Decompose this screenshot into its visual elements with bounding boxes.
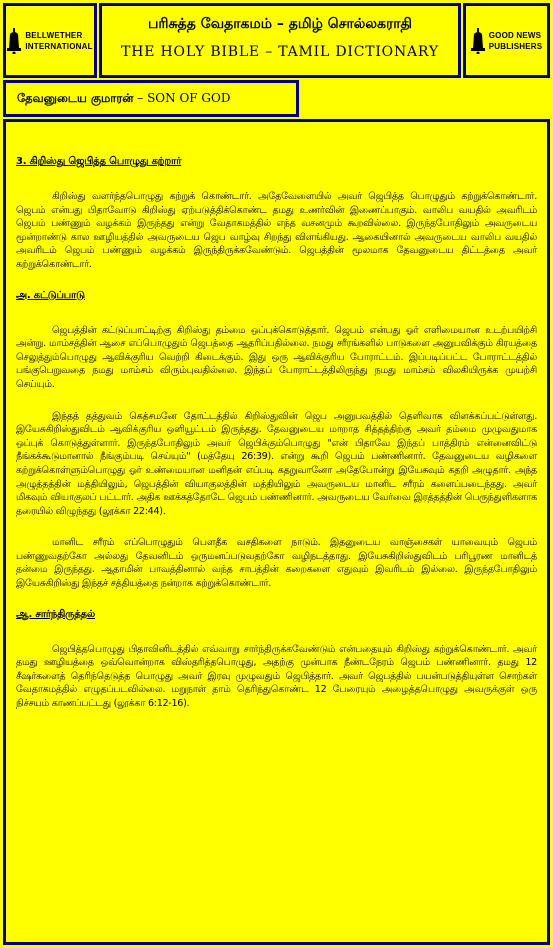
bell-icon (471, 28, 485, 54)
section-heading: ஆ. சார்ந்திருத்தல் (16, 608, 95, 620)
subject-box (3, 80, 299, 117)
left-logo-line1: BELLWETHER (25, 30, 83, 40)
right-logo-line1: GOOD NEWS (488, 30, 542, 40)
left-logo-line2: INTERNATIONAL (25, 41, 93, 51)
subject-separator: – (137, 91, 144, 105)
paragraph: ஜெபித்தபொழுது பிதாவினிடத்தில் எவ்வாறு சார்ந்திருக்கவேண்டும் என்பதையும் கிறிஸ்து கற்றுக்கொண்டார். அவர் தமது ஊழியத்தை ஒவ்வொன்றாக விஸ்தரித்தபொழுது, அதற்கு முன்பாக நீண்டநேரம் ஜெபம் பண்ணினார். தமது 12 சீஷர்களைத் தெரிந்தெடுத்த பொழுது அவர் இரவு முழுவதும் ஜெபித்தார். அவர் ஜெபத்தில் பயன்படுத்தியுள்ள சொற்கள் வேதாகமத்தில் எழுதப்படவில்லை. மறுநாள் தாம் தெரிந்துகொண்ட 12 பேரையும் அழைத்தபொழுது அவருக்குள் ஒரு நிச்சயம் காணப்பட்டது (லூக்கா 6:12-16). (16, 643, 537, 710)
title-tamil: பரிசுத்த வேதாகமம் – தமிழ் சொல்லகராதி (148, 16, 412, 32)
subject-english: SON OF GOD (147, 91, 231, 105)
left-logo (3, 3, 97, 78)
section-heading: அ. கட்டுப்பாடு (16, 289, 85, 301)
title-english: THE HOLY BIBLE – TAMIL DICTIONARY (121, 44, 439, 60)
paragraph: மானிட சரீரம் எப்பொழுதும் பௌதீக வசதிகளை நாடும். இதனுடைய வாஞ்சைகள் யாவையும் ஜெபம் பண்ணுவதற்கோ அல்லது தேவனிடம் ஒருமனப்படுவதற்கோ வழிநடத்தாது. இயேசுகிறிஸ்துவிடம் பரிபூரண மானிடத் தன்மை இருந்தது. ஆதாமின் பாவத்தினால் வந்த சாபத்தின் கறைகளை எதுவும் இவரிடம் இல்லை. இருந்தபோதிலும் இயேசுகிறிஸ்து இந்தச் சத்தியத்தை நன்றாக கற்றுக்கொண்டார். (16, 537, 537, 590)
paragraph: ஜெபத்தின் கட்டுப்பாட்டிற்கு கிறிஸ்து தம்மை ஒப்புக்கொடுத்தார். ஜெபம் என்பது ஓர் எளிமையான உடற்பயிற்சி அன்று. மாம்சத்தின் ஆசை எப்பொழுதும் ஜெபத்தை ஆதரிப்பதில்லை. நமது சரீரங்களில் பாடுகளை அனுபவிக்கும் கிரயத்தை செலுத்தும்பொழுது ஆவிக்குரிய வெற்றி கிடைக்கும். இது ஒரு ஆவிக்குரிய போராட்டம். இப்படிப்பட்ட போராட்டத்தில் பங்குபெறுவதை நமது மாம்சம் விரும்புவதில்லை. இந்தப் போராட்டத்திலிருந்து நமது மாம்சம் விலகியிருக்க முயற்சி செய்யும். (16, 324, 537, 390)
right-logo (463, 3, 550, 78)
right-logo-line2: PUBLISHERS (488, 41, 543, 51)
article-body (3, 119, 550, 945)
section-heading: 3. கிறிஸ்து ஜெபித்த பொழுது கற்றார் (16, 156, 182, 167)
title-box (99, 3, 461, 78)
paragraph: கிறிஸ்து வளர்ந்தபொழுது கற்றுக் கொண்டார். அதேவேளையில் அவர் ஜெபித்த பொழுதும் கற்றுக்கொண்டார். ஜெபம் என்பது பிதாவோடு கிறிஸ்து ஏற்படுத்திக்கொண்ட தமது உணர்வின் இணைப்பாகும். வாலிப வயதில் அவரிடம் ஜெபம் பண்ணும் வழக்கம் இருந்தது என்று வேதாகமத்தில் எந்த வசனமும் கூறவில்லை. இருந்தபோதிலும் அவருடைய மூன்றாண்டு கால ஊழியத்தில் அவருடைய ஜெப வாழ்வு சிறந்து விளங்கியது. ஆகையினால் அவருடைய வாலிப வயதில் அவரிடம் ஜெபம் பண்ணும் வழக்கம் இருந்திருக்கவேண்டும். ஜெபத்தின் மூலமாக தேவனுடைய திட்டத்தை அவர் கற்றுக்கொண்டார். (16, 191, 537, 270)
subject-tamil: தேவனுடைய குமாரன் (17, 91, 134, 105)
paragraph: இந்தத் தத்துவம் கெத்சமனே தோட்டத்தில் கிறிஸ்துவின் ஜெப அனுபவத்தில் தெளிவாக விளக்கப்பட்டுள்ளது. இயேசுகிறிஸ்துவிடம் ஆவிக்குரிய ஒளியூட்டம் இருந்தது. தேவனுடைய மாறாத சித்தத்திற்கு அவர் தம்மை முழுவதுமாக ஒப்புக் கொடுத்துள்ளார். இருந்தபோதிலும் அவர் ஜெபிக்கும்பொழுது "என் பிதாவே இந்தப் பாத்திரம் என்னைவிட்டு நீங்கக்கூடுமானால் நீங்கும்படி செய்யும்" (மத்தேயு 26:39). என்று கூறி ஜெபம் பண்ணினார். தேவனுடைய வழிகளை கற்றுக்கொள்ளும்பொழுது ஓர் உண்மையான மனிதன் எப்படி கதறுவானோ அதேபோன்று இயேசுவும் கதறி அழுதார். அந்த அழுத்தத்தின் மத்தியிலும், ஜெபத்தின் வியாகுலத்தின் மத்தியிலும் அவருடைய மானிட சரீரம் களைப்படைந்தது. அவர் மிகவும் வியாகுலப் பட்டார். அதிக ஊக்கத்தோடே ஜெபம் பண்ணினார். அவருடைய வேர்வை இரத்தத்தின் பெருந்துளிகளாக தரையில் விழுந்தது (லூக்கா 22:44). (16, 410, 537, 517)
bell-icon (7, 28, 21, 54)
